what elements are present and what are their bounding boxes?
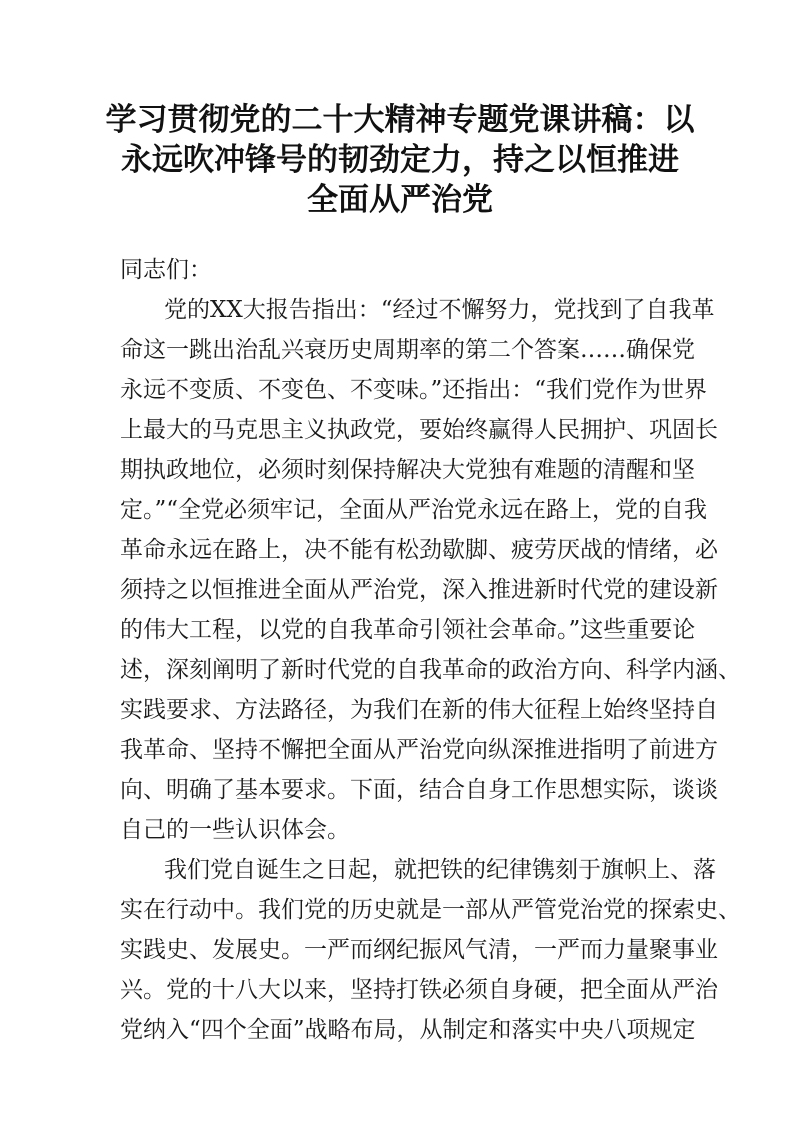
paragraph-line: 向、明确了基本要求。下面，结合自身工作思想实际，谈谈 (120, 777, 718, 803)
document-title (90, 100, 710, 220)
document-body (120, 250, 741, 1050)
paragraph-line: 上最大的马克思主义执政党，要始终赢得人民拥护、巩固长 (120, 417, 718, 443)
paragraph-line: 兴。党的十八大以来，坚持打铁必须自身硬，把全面从严治 (120, 977, 718, 1003)
paragraph-line: 自己的一些认识体会。 (120, 817, 350, 843)
title-line-2: 永远吹冲锋号的韧劲定力，持之以恒推进 (121, 142, 679, 178)
paragraph-line: 实践史、发展史。一严而纲纪振风气清，一严而力量聚事业 (120, 937, 718, 963)
paragraph-2 (120, 850, 741, 1050)
paragraph-line: 期执政地位，必须时刻保持解决大党独有难题的清醒和坚 (120, 457, 695, 483)
title-line-1: 学习贯彻党的二十大精神专题党课讲稿：以 (105, 102, 695, 138)
paragraph-line: 我革命、坚持不懈把全面从严治党向纵深推进指明了前进方 (120, 737, 718, 763)
paragraph-line: 党的XX大报告指出：“经过不懈努力，党找到了自我革 (164, 297, 715, 323)
paragraph-line: 命这一跳出治乱兴衰历史周期率的第二个答案……确保党 (120, 337, 695, 363)
paragraph-line: 实践要求、方法路径，为我们在新的伟大征程上始终坚持自 (120, 697, 718, 723)
paragraph-line: 永远不变质、不变色、不变味。”还指出：“我们党作为世界 (120, 377, 708, 403)
paragraph-line: 的伟大工程，以党的自我革命引领社会革命。”这些重要论 (120, 617, 696, 643)
paragraph-line: 革命永远在路上，决不能有松劲歇脚、疲劳厌战的情绪，必 (120, 537, 718, 563)
title-line-3: 全面从严治党 (307, 182, 493, 218)
paragraph-line: 须持之以恒推进全面从严治党，深入推进新时代党的建设新 (120, 577, 718, 603)
paragraph-line: 党纳入“四个全面”战略布局，从制定和落实中央八项规定 (120, 1017, 696, 1043)
paragraph-line: 定。”“全党必须牢记，全面从严治党永远在路上，党的自我 (120, 497, 708, 523)
paragraph-line: 实在行动中。我们党的历史就是一部从严管党治党的探索史、 (120, 897, 741, 923)
paragraph-line: 我们党自诞生之日起，就把铁的纪律镌刻于旗帜上、落 (164, 857, 716, 883)
paragraph-1 (120, 290, 741, 850)
salutation: 同志们： (120, 257, 212, 283)
paragraph-line: 述，深刻阐明了新时代党的自我革命的政治方向、科学内涵、 (120, 657, 741, 683)
